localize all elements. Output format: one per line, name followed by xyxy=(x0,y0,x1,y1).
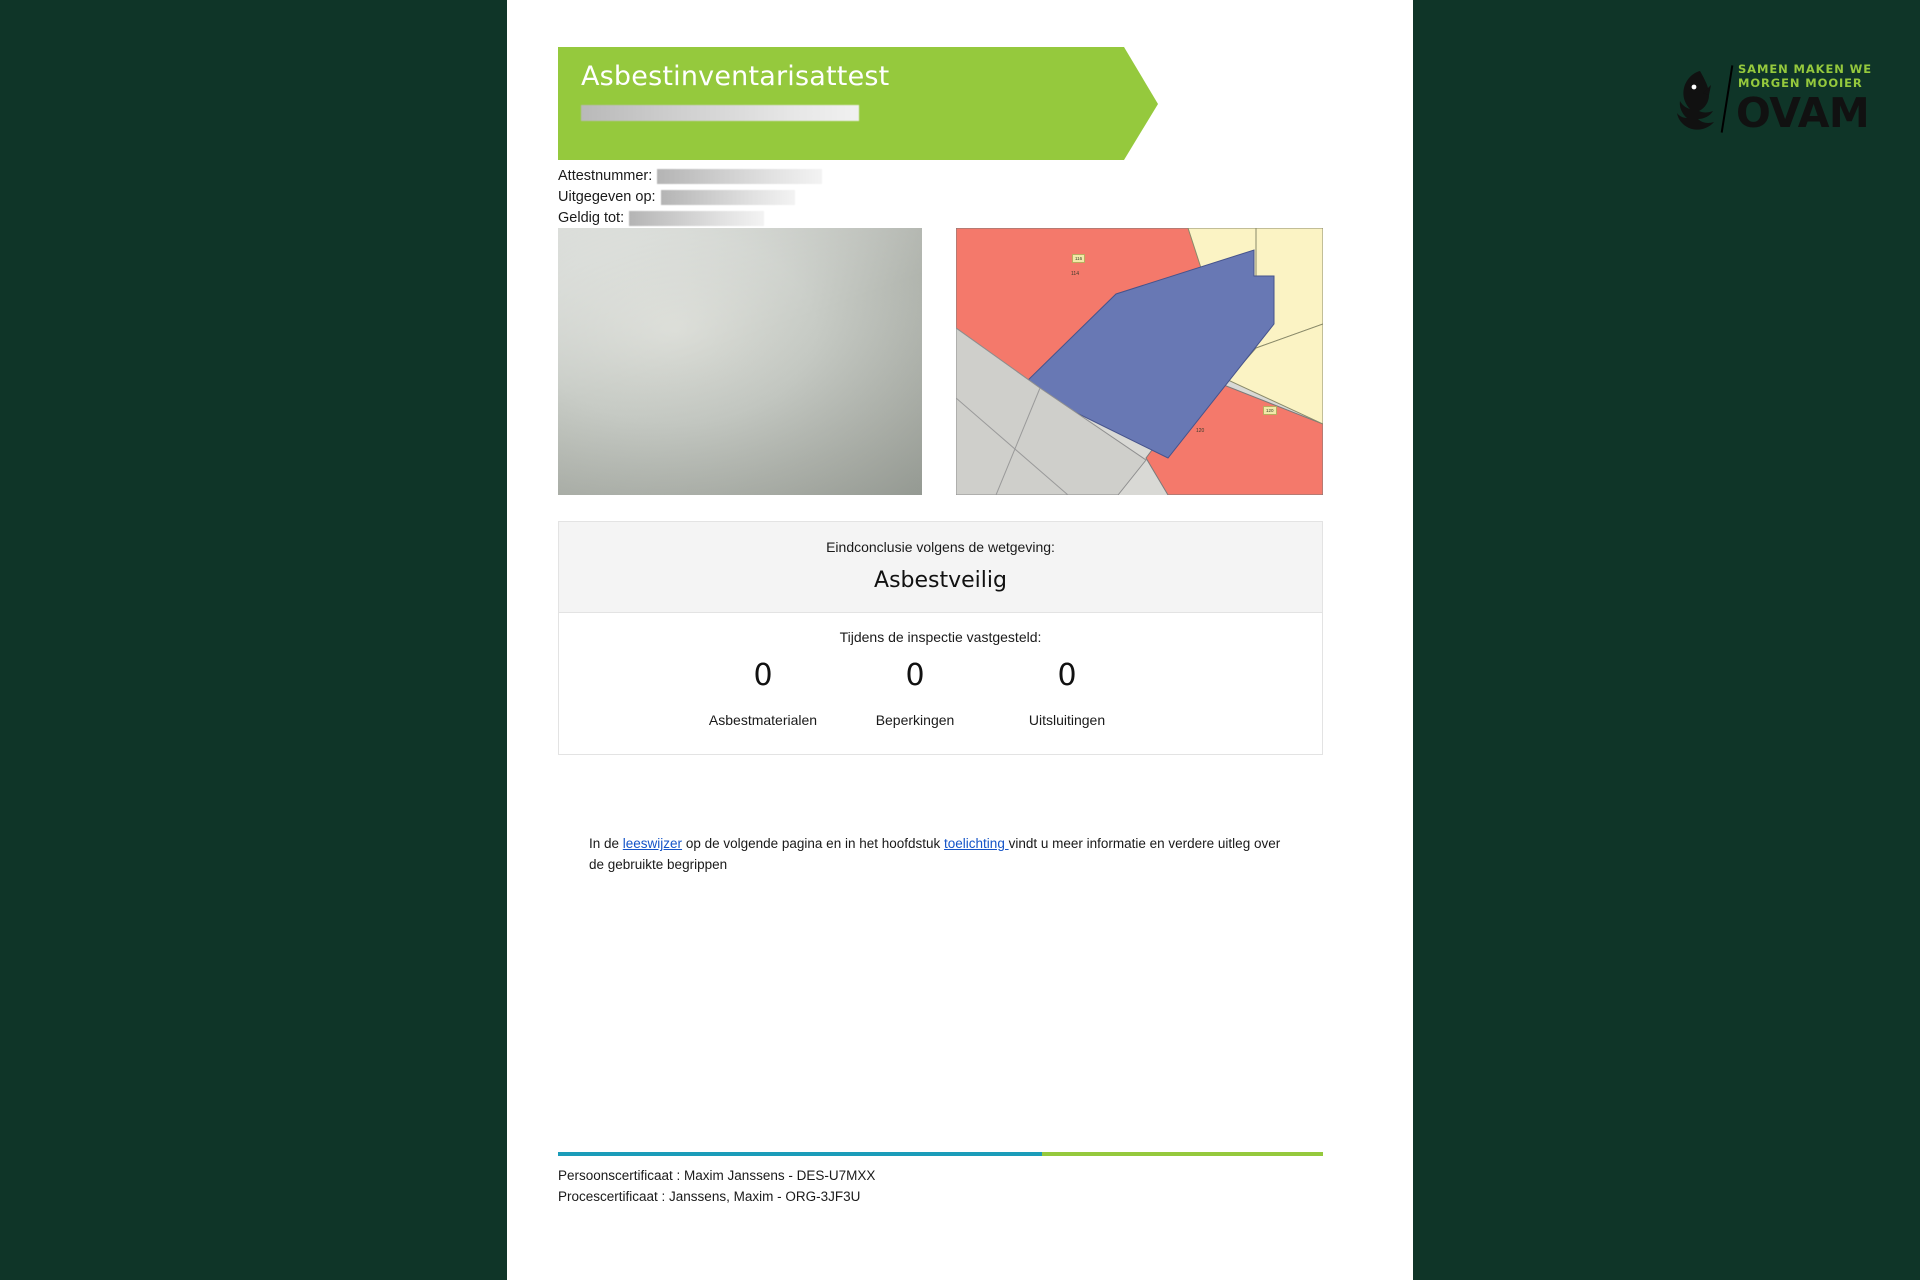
stat-beperkingen-value: 0 xyxy=(905,658,925,693)
stat-uitsluitingen xyxy=(991,659,1143,728)
logo-tagline xyxy=(1738,63,1872,90)
footer-line-process: Procescertificaat : Janssens, Maxim - ORG-3JF3U xyxy=(558,1189,861,1204)
footer-line-person: Persoonscertificaat : Maxim Janssens - DES-U7MXX xyxy=(558,1168,876,1183)
geldig-value-redacted xyxy=(629,211,764,226)
uitgegeven-label: Uitgegeven op: xyxy=(558,189,656,206)
conclusion-value: Asbestveilig xyxy=(874,568,1007,593)
stat-asbestmaterialen-value: 0 xyxy=(753,658,773,693)
stat-asbestmaterialen-label: Asbestmaterialen xyxy=(708,712,818,728)
conclusion-bottom xyxy=(559,613,1322,754)
cadastral-map xyxy=(956,228,1323,495)
footer-rule-blue xyxy=(558,1152,1042,1156)
logo-tagline-line1: SAMEN MAKEN WE xyxy=(1738,62,1872,76)
inspection-stats xyxy=(559,659,1322,728)
footnote-part1: In de xyxy=(589,836,623,851)
stat-uitsluitingen-value: 0 xyxy=(1057,658,1077,693)
map-label-120: 120 xyxy=(1196,428,1205,434)
photo-blur-overlay xyxy=(558,228,922,495)
meta-row-attestnummer xyxy=(558,168,978,189)
footer-certificates xyxy=(558,1165,875,1207)
attest-meta xyxy=(558,168,978,231)
geldig-label: Geldig tot: xyxy=(558,210,625,227)
footnote-part3: vindt u meer informatie en verdere uitleg over de gebruikte begrippen xyxy=(589,836,1281,872)
map-graphic xyxy=(956,228,1323,495)
uitgegeven-value-redacted xyxy=(661,190,795,205)
footnote-text xyxy=(589,833,1289,875)
logo-tagline-line2: MORGEN MOOIER xyxy=(1738,75,1863,90)
stat-uitsluitingen-label: Uitsluitingen xyxy=(1028,712,1106,728)
stat-beperkingen xyxy=(839,659,991,728)
stat-asbestmaterialen xyxy=(687,659,839,728)
pdf-page xyxy=(507,0,1872,1280)
ovam-logo xyxy=(1670,63,1880,135)
logo-wordmark: OVAM xyxy=(1736,89,1870,137)
page-title: Asbestinventarisattest xyxy=(581,61,890,92)
footer-rule xyxy=(558,1152,1323,1156)
meta-row-uitgegeven xyxy=(558,189,978,210)
map-chip-upper: 116 xyxy=(1072,254,1085,263)
map-chip-lower: 120 xyxy=(1263,406,1277,415)
lion-icon xyxy=(1670,67,1724,133)
conclusion-heading: Eindconclusie volgens de wetgeving: xyxy=(826,539,1055,555)
conclusion-panel xyxy=(558,521,1323,755)
footer-rule-green xyxy=(1042,1152,1323,1156)
building-photo xyxy=(558,228,922,495)
attestnummer-label: Attestnummer: xyxy=(558,168,653,185)
toelichting-link[interactable]: toelichting xyxy=(944,836,1009,851)
document-header xyxy=(558,47,1158,160)
conclusion-top xyxy=(559,522,1322,613)
attestnummer-value-redacted xyxy=(657,169,822,184)
inspection-label: Tijdens de inspectie vastgesteld: xyxy=(839,629,1042,645)
stat-beperkingen-label: Beperkingen xyxy=(875,712,955,728)
leeswijzer-link[interactable]: leeswijzer xyxy=(622,836,683,851)
map-label-114: 114 xyxy=(1071,271,1079,277)
footnote-part2: op de volgende pagina en in het hoofdstuk xyxy=(682,836,945,851)
header-redacted-subtitle xyxy=(581,105,859,121)
